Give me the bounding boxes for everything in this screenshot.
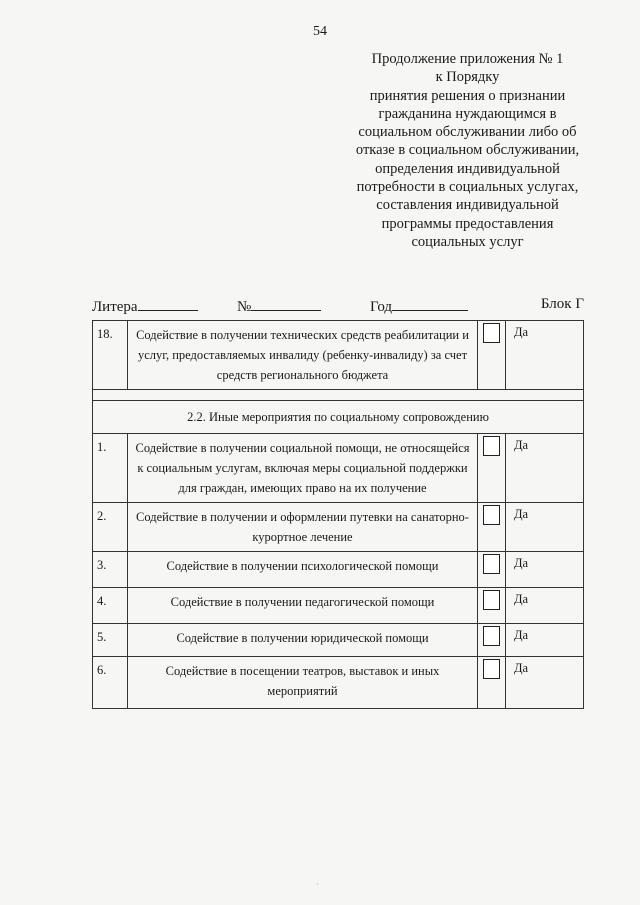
table-row bbox=[93, 588, 584, 624]
services-table bbox=[92, 320, 584, 709]
row-checkbox-cell bbox=[478, 588, 506, 624]
header-line: Продолжение приложения № 1 bbox=[371, 51, 564, 67]
header-line: определения индивидуальной bbox=[375, 160, 560, 177]
number-label: № bbox=[237, 299, 252, 315]
row-answer: Да bbox=[506, 624, 584, 657]
row-answer: Да bbox=[506, 434, 584, 503]
row-checkbox-cell bbox=[478, 321, 506, 390]
row-checkbox-cell bbox=[478, 503, 506, 552]
header-line: программы предоставления bbox=[381, 215, 554, 232]
section-row bbox=[93, 401, 584, 434]
section-title: 2.2. Иные мероприятия по социальному сопровождению bbox=[93, 401, 584, 434]
year-blank[interactable] bbox=[392, 296, 468, 311]
row-answer: Да bbox=[506, 503, 584, 552]
table-row bbox=[93, 657, 584, 709]
checkbox[interactable] bbox=[483, 659, 500, 679]
scan-speck: · bbox=[316, 880, 319, 889]
row-number: 5. bbox=[93, 624, 128, 657]
table-row bbox=[93, 552, 584, 588]
row-checkbox-cell bbox=[478, 624, 506, 657]
year-label: Год bbox=[370, 299, 393, 315]
row-description: Содействие в получении педагогической помощи bbox=[128, 588, 478, 624]
table-row bbox=[93, 321, 584, 390]
row-number: 2. bbox=[93, 503, 128, 552]
row-answer: Да bbox=[506, 552, 584, 588]
checkbox[interactable] bbox=[483, 626, 500, 646]
row-number: 1. bbox=[93, 434, 128, 503]
number-blank[interactable] bbox=[251, 296, 321, 311]
header-line: потребности в социальных услугах, bbox=[356, 179, 579, 196]
table-row bbox=[93, 624, 584, 657]
header-line: гражданина нуждающимся в bbox=[378, 105, 557, 122]
checkbox[interactable] bbox=[483, 554, 500, 574]
row-description: Содействие в получении юридической помощи bbox=[128, 624, 478, 657]
header-line: социальных услуг bbox=[411, 233, 524, 250]
row-answer: Да bbox=[506, 657, 584, 709]
row-answer: Да bbox=[506, 588, 584, 624]
row-description: Содействие в получении психологической помощи bbox=[128, 552, 478, 588]
page-number: 54 bbox=[313, 24, 327, 39]
row-description: Содействие в получении и оформлении путевки на санаторно-курортное лечение bbox=[128, 503, 478, 552]
row-description: Содействие в получении социальной помощи, не относящейся к социальным услугам, включая меры социальной поддержки для граждан, имеющих право на их получение bbox=[128, 434, 478, 503]
appendix-header bbox=[340, 50, 595, 251]
number-field[interactable] bbox=[237, 296, 321, 316]
header-line: социальном обслуживании либо об bbox=[358, 124, 577, 141]
row-checkbox-cell bbox=[478, 434, 506, 503]
row-description: Содействие в получении технических средств реабилитации и услуг, предоставляемых инвалиду (ребенку-инвалиду) за счет средств регионального бюджета bbox=[128, 321, 478, 390]
table-spacer bbox=[93, 390, 584, 401]
row-number: 3. bbox=[93, 552, 128, 588]
block-label: Блок Г bbox=[540, 296, 584, 312]
row-checkbox-cell bbox=[478, 552, 506, 588]
header-line: принятия решения о признании bbox=[369, 87, 566, 104]
checkbox[interactable] bbox=[483, 323, 500, 343]
row-number: 4. bbox=[93, 588, 128, 624]
litera-field[interactable] bbox=[92, 296, 198, 316]
checkbox[interactable] bbox=[483, 436, 500, 456]
row-answer: Да bbox=[506, 321, 584, 390]
header-line: к Порядку bbox=[435, 69, 500, 86]
table-row bbox=[93, 434, 584, 503]
row-number: 18. bbox=[93, 321, 128, 390]
litera-label: Литера bbox=[92, 299, 138, 315]
row-number: 6. bbox=[93, 657, 128, 709]
litera-blank[interactable] bbox=[138, 296, 198, 311]
table-row bbox=[93, 503, 584, 552]
header-line: отказе в социальном обслуживании, bbox=[355, 142, 580, 159]
row-checkbox-cell bbox=[478, 657, 506, 709]
header-line: составления индивидуальной bbox=[376, 197, 559, 214]
checkbox[interactable] bbox=[483, 590, 500, 610]
row-description: Содействие в посещении театров, выставок и иных мероприятий bbox=[128, 657, 478, 709]
checkbox[interactable] bbox=[483, 505, 500, 525]
year-field[interactable] bbox=[370, 296, 468, 316]
